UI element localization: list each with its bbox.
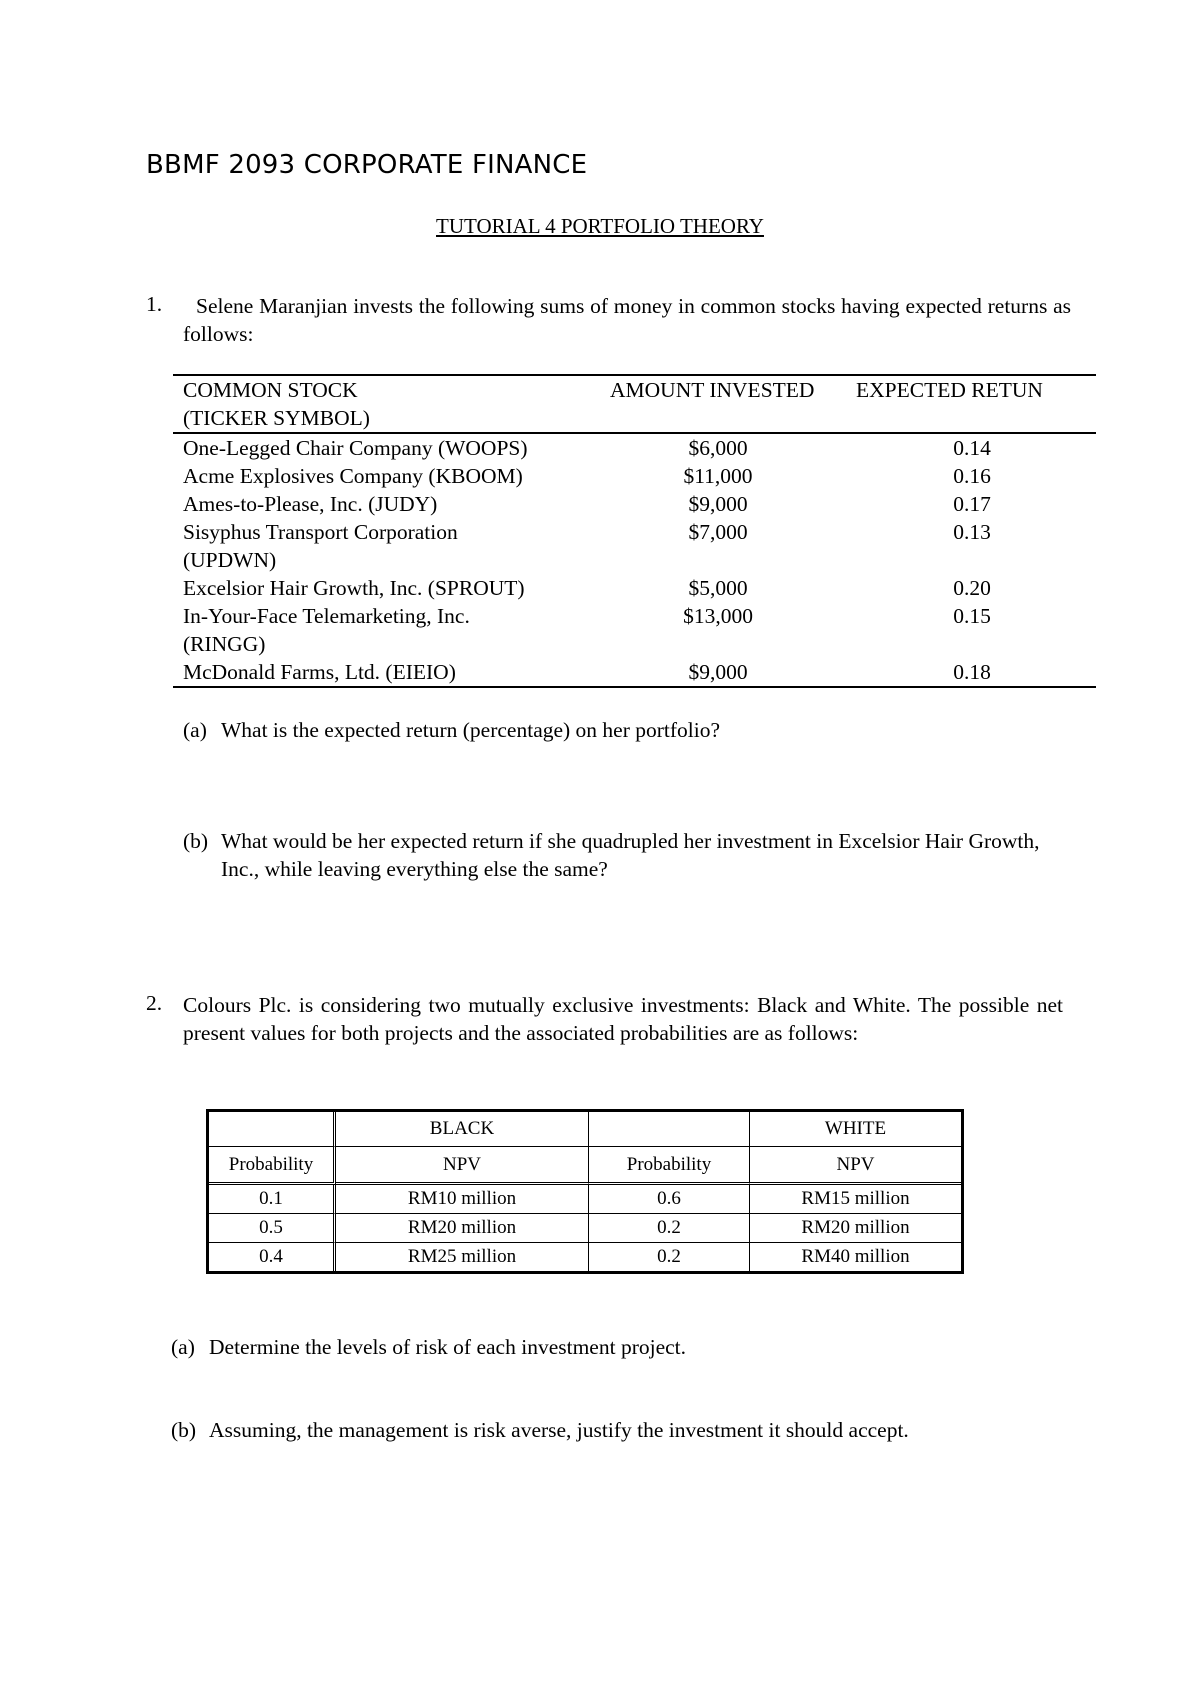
expected-return: 0.15 [953,604,991,628]
question-2b-text: Assuming, the management is risk averse, justify the investment it should accept. [209,1418,909,1442]
expected-return: 0.20 [953,576,991,600]
header-common-stock [173,375,588,433]
npv-table [206,1109,964,1274]
header-ticker-symbol: (TICKER SYMBOL) [183,406,370,430]
amount-invested: $11,000 [683,464,753,488]
question-2a-label: (a) [171,1335,195,1359]
question-2-text: Colours Plc. is considering two mutually exclusive investments: Black and White. The possible net present values for both projects and the associated probabilities are as follows: [183,993,1063,1045]
amount-invested: $9,000 [688,492,748,516]
amount-invested: $9,000 [688,660,748,684]
question-2-number: 2. [146,991,163,1015]
question-1a-text: What is the expected return (percentage) on her portfolio? [221,718,721,742]
amount-invested: $7,000 [688,520,748,544]
table-row [209,1214,961,1243]
white-probability: 0.2 [589,1214,750,1243]
black-npv: RM10 million [336,1185,589,1214]
amount-invested: $5,000 [688,576,748,600]
stock-name: One-Legged Chair Company (WOOPS) [183,436,528,460]
stock-table-header [173,375,1096,433]
white-probability: 0.6 [589,1185,750,1214]
stock-name: McDonald Farms, Ltd. (EIEIO) [183,660,456,684]
question-1b-text: What would be her expected return if she quadrupled her investment in Excelsior Hair Growth, Inc., while leaving everything else the same? [221,829,1040,881]
white-project-label: WHITE [750,1112,961,1147]
table-row [209,1185,961,1214]
header-common-stock-line1: COMMON STOCK [183,378,358,402]
stock-name: Excelsior Hair Growth, Inc. (SPROUT) [183,576,525,600]
black-probability-header: Probability [209,1147,336,1185]
table-row [173,658,1096,687]
expected-return: 0.13 [953,520,991,544]
header-expected-return: EXPECTED RETUN [856,378,1043,402]
table-row [173,462,1096,490]
expected-return: 0.14 [953,436,991,460]
table-row [173,574,1096,602]
black-npv-header: NPV [336,1147,589,1185]
question-2a-text: Determine the levels of risk of each investment project. [209,1335,687,1359]
question-1-number: 1. [146,292,163,316]
question-2b-label: (b) [171,1418,197,1442]
table-row [173,602,1096,658]
white-npv: RM40 million [801,1246,910,1267]
question-1b-label: (b) [183,829,209,853]
table-row [173,518,1096,574]
npv-table-column-headers [209,1147,961,1185]
black-npv: RM25 million [336,1243,589,1271]
npv-table-project-row [209,1112,961,1147]
stock-name: Acme Explosives Company (KBOOM) [183,464,523,488]
header-amount-invested: AMOUNT INVESTED [610,378,815,402]
expected-return: 0.17 [953,492,991,516]
stock-name: In-Your-Face Telemarketing, Inc. (RINGG) [183,604,470,656]
expected-return: 0.16 [953,464,991,488]
stock-table [173,374,1096,688]
white-npv-header: NPV [750,1147,961,1185]
tutorial-title-text: TUTORIAL 4 PORTFOLIO THEORY [436,214,764,238]
empty-cell [589,1112,750,1147]
stock-name: Ames-to-Please, Inc. (JUDY) [183,492,438,516]
black-probability: 0.5 [209,1214,336,1243]
amount-invested: $13,000 [683,604,753,628]
question-1-text-content: Selene Maranjian invests the following sums of money in common stocks having expected returns as follows: [183,294,1071,346]
white-probability-header: Probability [589,1147,750,1185]
question-1a-label: (a) [183,718,207,742]
stock-name: Sisyphus Transport Corporation (UPDWN) [183,520,458,572]
empty-cell [209,1112,336,1147]
black-probability: 0.1 [209,1185,336,1214]
black-npv: RM20 million [336,1214,589,1243]
course-title: BBMF 2093 CORPORATE FINANCE [146,150,588,180]
expected-return: 0.18 [953,660,991,684]
amount-invested: $6,000 [688,436,748,460]
table-row [173,490,1096,518]
black-probability: 0.4 [209,1243,336,1271]
white-npv: RM15 million [750,1185,961,1214]
tutorial-title [0,214,1200,239]
white-npv: RM20 million [750,1214,961,1243]
black-project-label: BLACK [336,1112,589,1147]
question-1-text [183,292,1071,348]
white-probability: 0.2 [589,1243,750,1271]
table-row [209,1243,961,1271]
table-row [173,433,1096,462]
